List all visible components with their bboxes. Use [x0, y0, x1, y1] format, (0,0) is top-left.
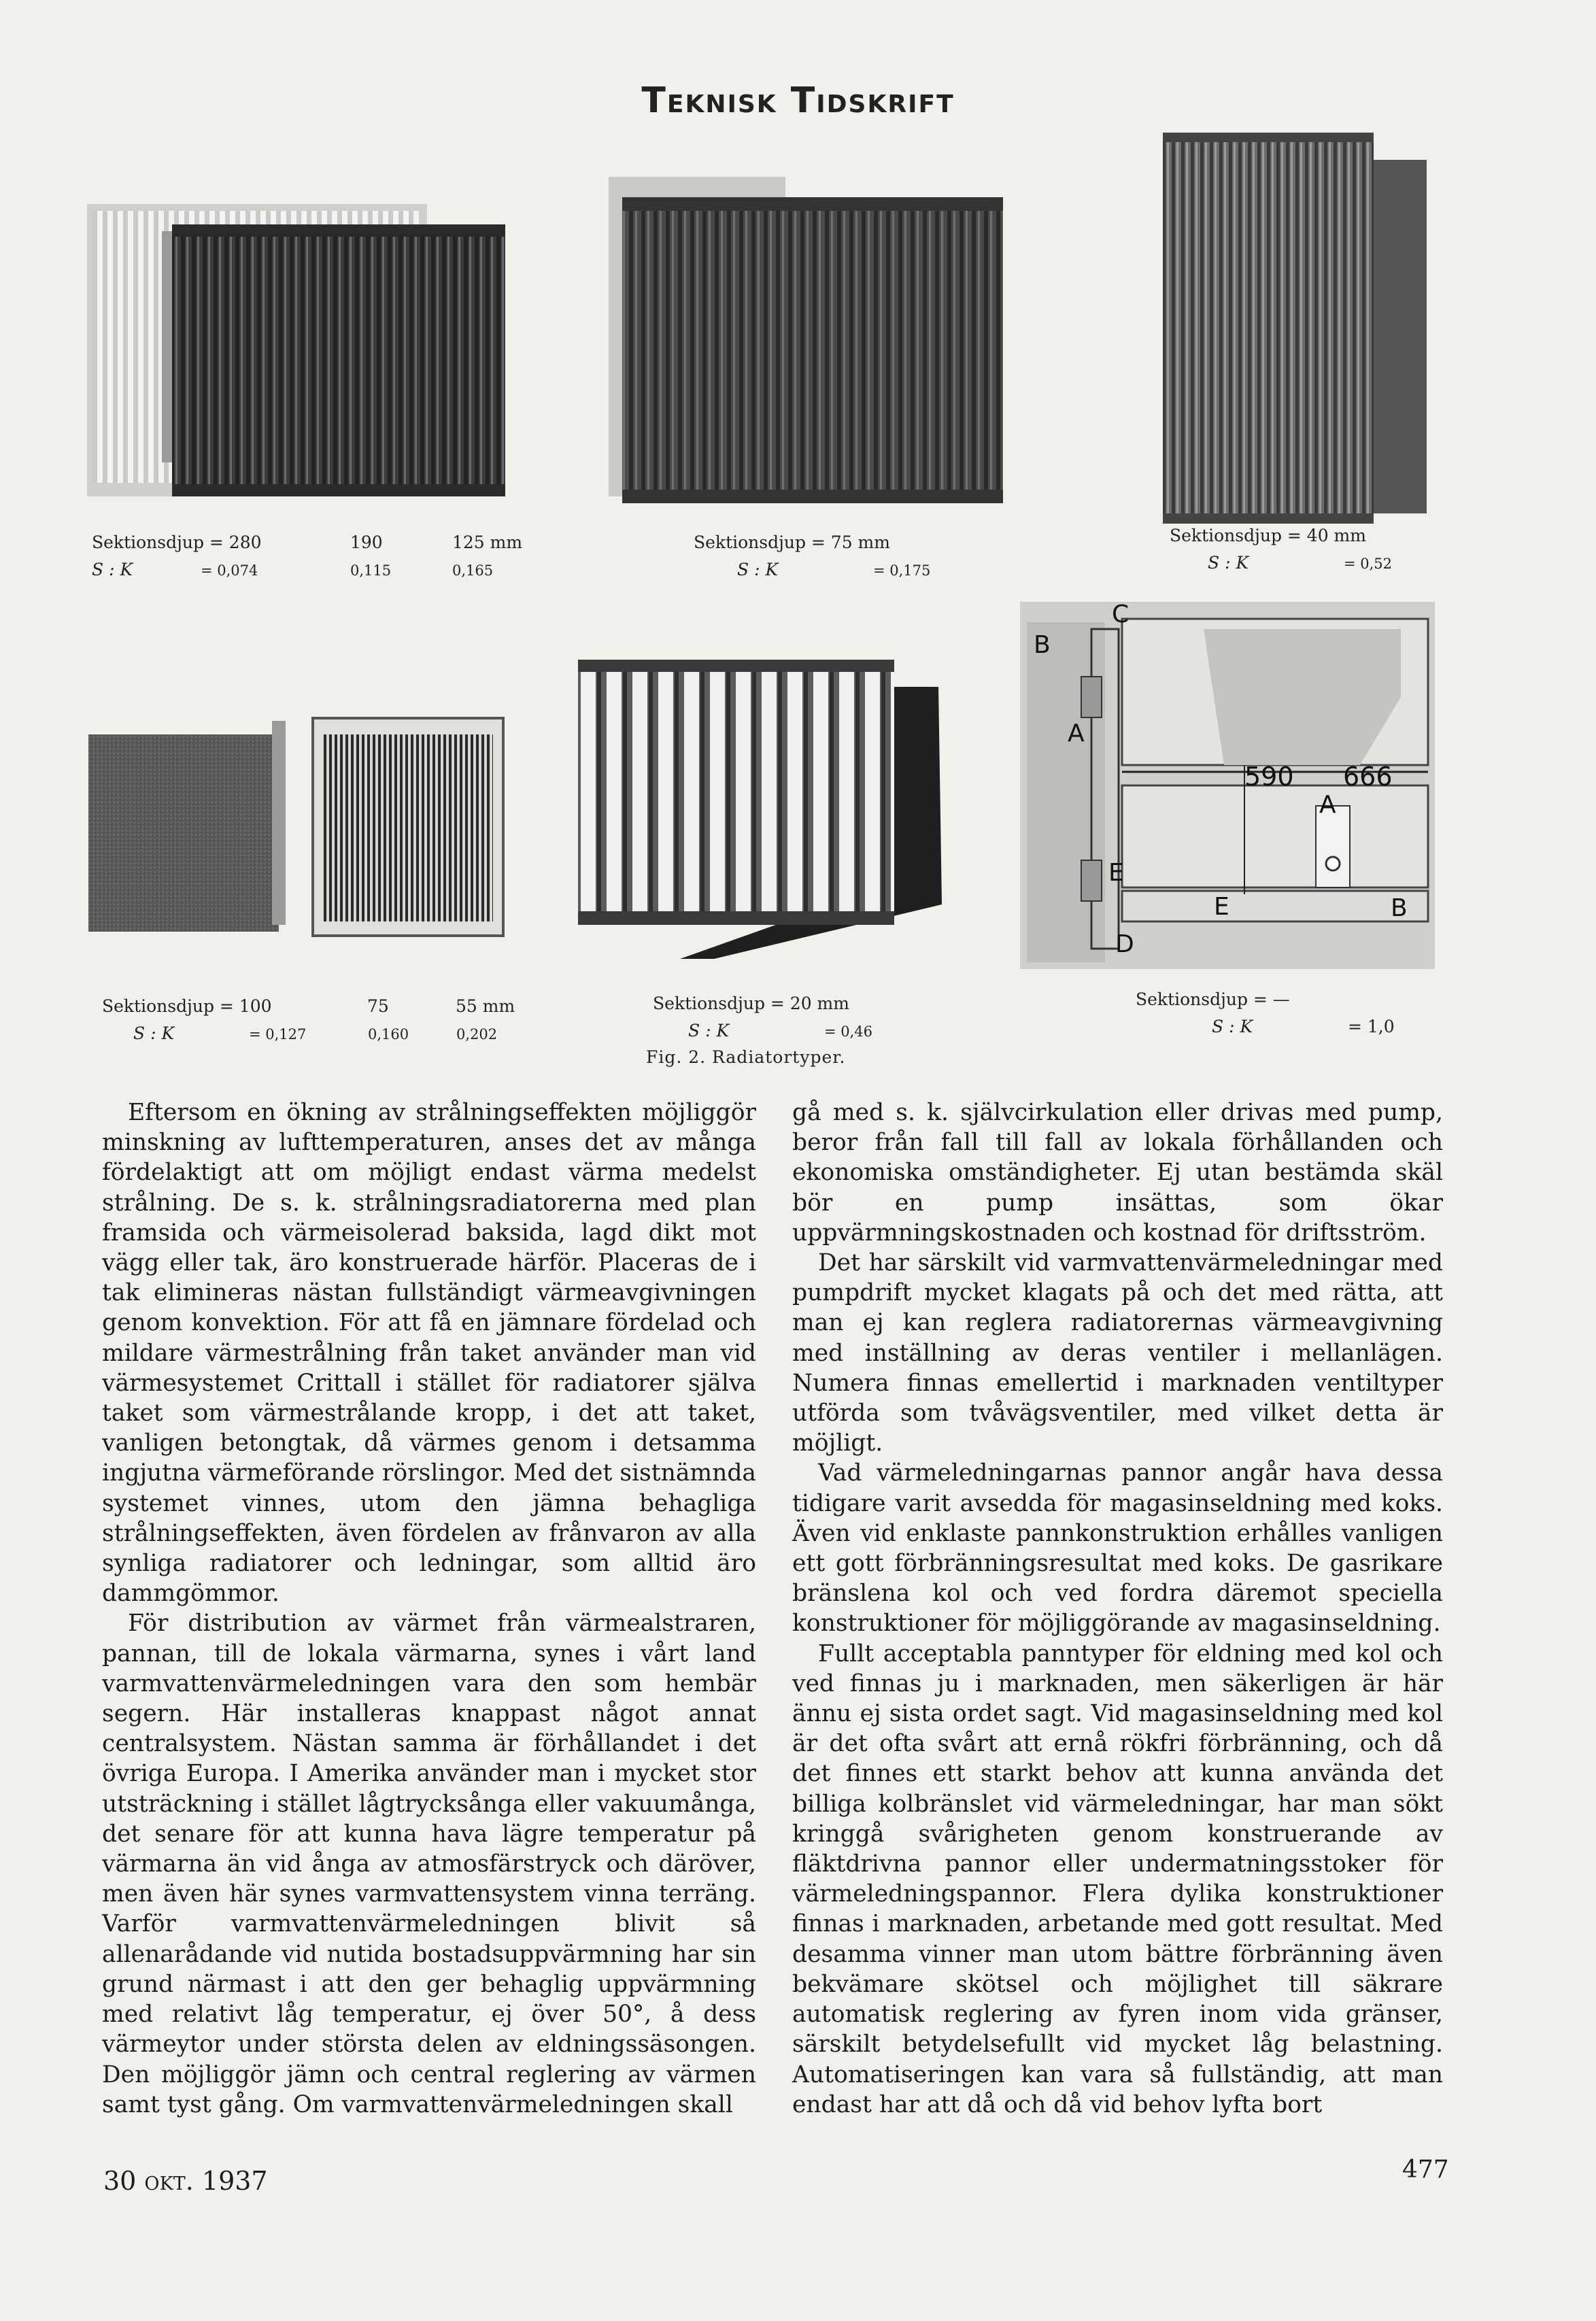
caption-sk-value: = 0,46	[824, 1023, 873, 1040]
diagram-label-d: D	[1115, 930, 1134, 958]
caption-sk-label: S : K	[688, 1021, 730, 1040]
caption-depth-label: Sektionsdjup = —	[1136, 989, 1290, 1009]
caption-depth-label: Sektionsdjup = 75 mm	[694, 532, 890, 552]
caption-sk-value: 0,160	[368, 1026, 409, 1043]
paragraph: gå med s. k. självcirkulation eller drivas med pump, beror från fall till fall av lokala förhållanden och ekonomiska omständigheter. Ej utan bestämda skäl bör en pump insättas, som ökar uppvärmningskostnaden och kostnad för driftsström.	[792, 1099, 1443, 1247]
caption-sk-value: 0,165	[452, 562, 494, 579]
caption-sk-label: S : K	[737, 560, 779, 579]
caption-bottom-middle	[653, 990, 872, 1045]
text-column-left	[102, 1098, 756, 2120]
caption-sk-label: S : K	[1212, 1017, 1253, 1036]
diagram-ceiling-radiator	[1020, 602, 1435, 969]
paragraph: För distribution av värmet från värmealstraren, pannan, till de lokala värmarna, synes i vårt land varmvattenvärmeledningen vara den som hembär segern. Här installeras knappast något annat centralsystem. Nästan samma är förhållandet i det övriga Europa. I Amerika använder man i mycket stor utsträckning i stället lågtrycksånga eller vakuumånga, det senare för att kunna hava lägre temperatur på värmarna än vid ånga av atmosfärstryck och däröver, men även här synes varmvattensystem vinna terräng. Varför varmvattenvärmeledningen blivit så allenarådande vid nutida bostadsuppvärmning har sin grund närmast i att den ger behaglig uppvärmning med relativt låg temperatur, ej över 50°, å dess värmeytor under största delen av eldningssäsongen. Den möjliggör jämn och central reglering av värmen samt tyst gång. Om varmvattenvärmeledningen skall	[102, 1610, 756, 2118]
caption-sk-value: = 1,0	[1348, 1017, 1395, 1036]
photo-column-radiators	[87, 190, 509, 510]
diagram-label-a: A	[1068, 719, 1085, 747]
photo-tall-radiator-40mm	[1156, 133, 1428, 530]
figure-caption: Fig. 2. Radiatortyper.	[646, 1047, 846, 1067]
caption-sk-label: S : K	[133, 1023, 175, 1043]
caption-depth-label: Sektionsdjup = 40 mm	[1170, 526, 1366, 545]
diagram-label-e: E	[1108, 859, 1124, 887]
caption-bottom-left	[102, 993, 515, 1048]
paragraph: Det har särskilt vid varmvattenvärmeledningar med pumpdrift mycket klagats på och det med rätta, att man ej kan reglera radiatorernas värmeavgivning med inställning av deras ventiler i mellanlägen. Numera finnas emellertid i marknaden ventiltyper utförda som tvåvägsventiler, med vilket detta är möjligt.	[792, 1249, 1443, 1457]
page-number: 477	[1402, 2156, 1449, 2184]
caption-depth-label: Sektionsdjup = 20 mm	[653, 994, 849, 1013]
diagram-dim-666: 666	[1343, 762, 1393, 792]
caption-bottom-right	[1136, 986, 1395, 1040]
caption-depth-label: Sektionsdjup = 100	[102, 996, 272, 1016]
paragraph: Vad värmeledningarnas pannor angår hava dessa tidigare varit avsedda för magasinseldning med koks. Även vid enklaste pannkonstruktion erhålles vanligen ett gott förbränningsresultat med koks. De gasrikare bränslena kol och ved fordra däremot speciella konstruktioner för möjliggörande av magasinseldning.	[792, 1459, 1443, 1638]
caption-sk-value: 0,202	[456, 1026, 498, 1043]
paragraph: Fullt acceptabla panntyper för eldning med kol och ved finnas ju i marknaden, men säkerligen är här ännu ej sista ordet sagt. Vid magasinseldning med kol är det ofta svårt att ernå rökfri förbränning, och då det finnes ett starkt behov att kunna använda det billiga kolbränslet vid värmeledningar, har man sökt kringgå svårigheten genom konstruerande av fläktdrivna pannor eller undermatningsstoker för värmeledningspannor. Flera dylika konstruktioner finnas i marknaden, arbetande med gott resultat. Med desamma vinner man utom bättre förbränning även bekvämare skötsel och möjlighet till säkrare automatisk reglering av fyren inom vida gränser, särskilt betydelsefullt vid mycket låg belastning. Automatiseringen kan vara så fullständig, att man endast har att då och då vid behov lyfta bort	[792, 1640, 1443, 2118]
caption-top-right	[1170, 522, 1392, 577]
diagram-label-b2: B	[1391, 894, 1408, 922]
diagram-label-c: C	[1112, 602, 1130, 628]
caption-depth-value: 125 mm	[452, 532, 523, 552]
caption-sk-value: = 0,127	[249, 1026, 307, 1043]
caption-sk-value: = 0,52	[1344, 556, 1393, 572]
photo-flat-panels	[88, 707, 510, 945]
caption-depth-value: 75	[367, 996, 389, 1016]
caption-sk-value: = 0,074	[201, 562, 258, 579]
photo-radiator-20mm	[578, 660, 942, 959]
diagram-label-b: B	[1034, 631, 1051, 659]
caption-top-middle	[694, 529, 930, 584]
diagram-label-a2: A	[1319, 791, 1336, 819]
diagram-dim-590: 590	[1244, 762, 1294, 792]
journal-title: Teknisk Tidskrift	[641, 80, 955, 121]
caption-sk-label: S : K	[1208, 553, 1249, 573]
caption-sk-value: = 0,175	[873, 562, 931, 579]
photo-panel-radiator-75mm	[609, 170, 1010, 510]
caption-depth-value: 55 mm	[456, 996, 515, 1016]
caption-top-left	[92, 529, 522, 584]
paragraph: Eftersom en ökning av strålningseffekten möjliggör minskning av lufttemperaturen, anses det av många fördelaktigt att om möjligt endast värma medelst strålning. De s. k. strålningsradiatorerna med plan framsida och värmeisolerad baksida, lagd dikt mot vägg eller tak, äro konstruerade härför. Placeras de i tak elimineras nästan fullständigt värmeavgivningen genom konvektion. För att få en jämnare fördelad och mildare värmestrålning från taket använder man vid värmesystemet Crittall i stället för radiatorer själva taket som värmestrålande kropp, i det att taket, vanligen betongtak, då värmes genom i detsamma ingjutna värmeförande rörslingor. Med det sistnämnda systemet vinnes, utom den jämna behagliga strålningseffekten, även fördelen av frånvaron av alla synliga radiatorer och ledningar, som alltid äro dammgömmor.	[102, 1099, 756, 1608]
caption-depth-value: 190	[350, 532, 383, 552]
caption-sk-label: S : K	[92, 560, 133, 579]
text-column-right	[792, 1098, 1443, 2120]
diagram-label-e2: E	[1214, 893, 1229, 921]
issue-date: 30 okt. 1937	[103, 2166, 268, 2196]
caption-depth-label: Sektionsdjup = 280	[92, 532, 262, 552]
caption-sk-value: 0,115	[350, 562, 392, 579]
